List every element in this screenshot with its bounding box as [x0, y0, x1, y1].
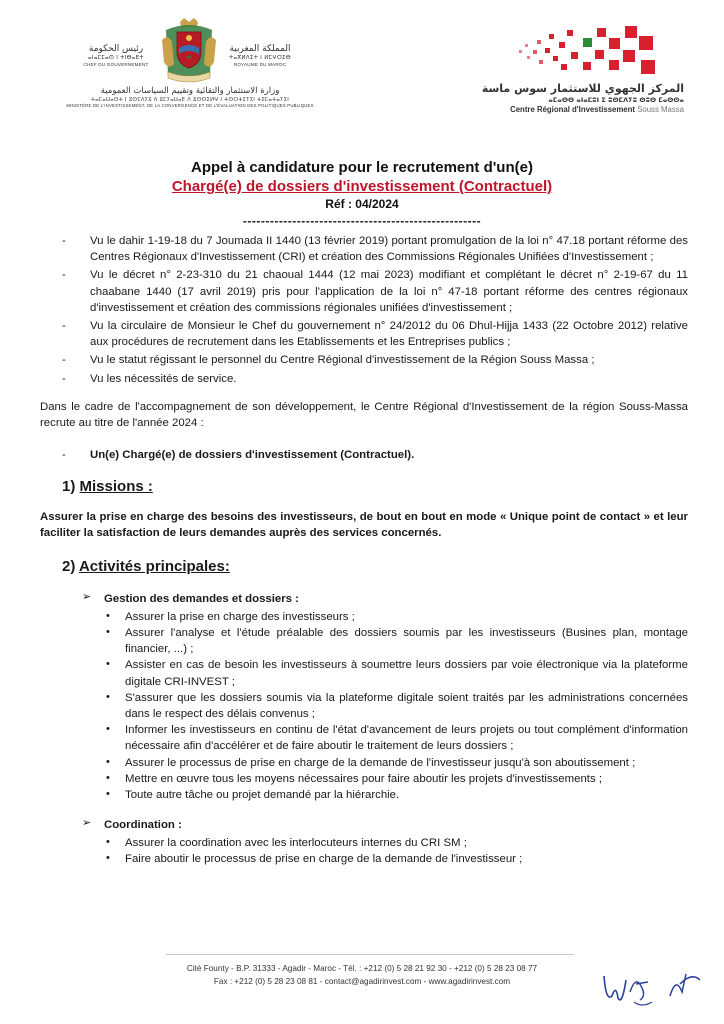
bullet-dot-icon: •: [106, 609, 110, 622]
consideration-text: Vu le statut régissant le personnel du Centre Régional d'investissement de la Région Souss Massa ;: [90, 354, 595, 367]
list-item-text: Assister en cas de besoin les investisseurs à soumettre leurs dossiers par voie électronique via la plateforme digitale CRI-INVEST ;: [125, 659, 688, 688]
list-item: [0, 657, 724, 689]
list-item-text: Assurer l'analyse et l'étude préalable des dossiers soumis par les investisseurs (Busines plan, montage financier, ...) ;: [125, 627, 688, 656]
list-item: [0, 787, 724, 803]
list-item-text: Toute autre tâche ou projet demandé par la hiérarchie.: [125, 788, 400, 801]
list-item-text: Assurer la coordination avec les interlocuteurs internes du CRI SM ;: [125, 837, 467, 850]
list-item: [0, 690, 724, 722]
coordination-list: [0, 835, 724, 867]
list-item: [0, 835, 724, 851]
gestion-list: [0, 609, 724, 803]
gov-tifinagh: ⴰⵏⴰⵎⵎⴰⵙ ⵏ ⵜⵏⴱⴰⴹⵜ: [88, 55, 144, 62]
ministry-french: MINISTÈRE DE L'INVESTISSEMENT, DE LA CONVERGENCE ET DE L'ÉVALUATION DES POLITIQUES PUBLIQUES: [66, 103, 314, 109]
considerations-list: [0, 233, 724, 387]
subsection-title: Gestion des demandes et dossiers :: [104, 592, 299, 605]
bullet-dot-icon: •: [106, 836, 110, 849]
missions-number: 1): [62, 478, 76, 496]
header-left-gov: [72, 44, 160, 68]
dash-marker: -: [62, 372, 66, 385]
activities-heading: [62, 557, 724, 577]
cri-french: [470, 105, 684, 115]
missions-heading: [62, 477, 724, 497]
ministry-block: [50, 86, 330, 108]
position-text: Un(e) Chargé(e) de dossiers d'investissement (Contractuel).: [90, 449, 415, 462]
gov-arabic: رئيس الحكومة: [88, 44, 144, 54]
consideration-text: Vu les nécessités de service.: [90, 372, 237, 385]
consideration-text: Vu le décret n° 2-23-310 du 21 chaoual 1444 (12 mai 2023) modifiant et complétant le décret n° 2-19-67 du 11 chaabane 1440 (17 avril 2019) pris pour l'application de la loi n° 47-18 portant réforme des centres régionaux d'investissement et création des commissions régionales unifiées d'investissement ;: [90, 269, 688, 314]
list-item-text: Mettre en œuvre tous les moyens nécessaires pour faire aboutir les projets d'investissements ;: [125, 772, 602, 785]
dash-marker: -: [62, 449, 66, 462]
coat-of-arms-icon: [160, 18, 218, 84]
bullet-dot-icon: •: [106, 787, 110, 800]
bullet-dot-icon: •: [106, 690, 110, 703]
list-item: [0, 771, 724, 787]
dash-marker: -: [62, 354, 66, 367]
list-item: [0, 625, 724, 657]
list-item: [0, 851, 724, 867]
title-line1: Appel à candidature pour le recrutement d'un(e): [191, 159, 533, 176]
ministry-arabic: وزارة الاستثمار والتقائية وتقييم السياسات العمومية: [100, 86, 280, 96]
list-item-text: Faire aboutir le processus de prise en charge de la demande de l'investisseur ;: [125, 853, 523, 866]
consideration-item: [0, 371, 724, 387]
cri-logo-icon: [513, 22, 663, 82]
list-item-text: Informer les investisseurs en continu de l'état d'avancement de leurs projets ou tout complément d'information nécessaire afin d'accélérer et de faire aboutir le traitement de leurs dossiers ;: [125, 724, 688, 753]
cri-french-main: Centre Régional d'Investissement: [510, 104, 636, 114]
kingdom-arabic: المملكة المغربية: [229, 44, 291, 54]
footer-contact: Fax : +212 (0) 5 28 23 08 81 - contact@agadirinvest.com - www.agadirinvest.com: [213, 976, 511, 986]
list-item-text: Assurer le processus de prise en charge de la demande de l'investisseur jusqu'à son aboutissement ;: [125, 756, 636, 769]
bullet-dot-icon: •: [106, 755, 110, 768]
arrow-bullet-icon: ➢: [82, 817, 92, 830]
activities-number: 2): [62, 558, 76, 576]
intro-paragraph: Dans le cadre de l'accompagnement de son développement, le Centre Régional d'Investissement de la région Souss-Massa recrute au titre de l'année 2024 :: [40, 400, 688, 429]
list-item: [0, 755, 724, 771]
cri-french-region: Souss Massa: [637, 104, 684, 114]
subsection-coordination-title: [82, 817, 724, 833]
title-separator: -----------------------------------------------------: [242, 213, 482, 228]
gov-french: CHEF DU GOUVERNEMENT: [83, 62, 149, 68]
footer-address: Cité Founty - B.P. 31333 - Agadir - Maroc - Tél. : +212 (0) 5 28 21 92 30 - +212 (0) 5 28 23 08 77: [186, 964, 538, 973]
bullet-dot-icon: •: [106, 852, 110, 865]
cri-arabic: المركز الجهوي للاستثمار سوس ماسة: [481, 82, 684, 95]
list-item: [0, 609, 724, 625]
kingdom-tifinagh: ⵜⴰⴳⵍⴷⵉⵜ ⵏ ⵍⵎⵖⵔⵉⴱ: [229, 55, 291, 62]
bullet-dot-icon: •: [106, 723, 110, 736]
footer-divider: [166, 954, 574, 955]
kingdom-french: ROYAUME DU MAROC: [233, 62, 287, 68]
consideration-text: Vu la circulaire de Monsieur le Chef du gouvernement n° 24/2012 du 06 Dhul-Hijja 1433 (22 Octobre 2012) relative aux procédures de recrutement dans les Etablissements et les Entreprises publics ;: [90, 319, 688, 349]
consideration-item: [0, 267, 724, 316]
title-block: [0, 158, 724, 230]
header-right-kingdom: [220, 44, 300, 68]
dash-marker: -: [62, 235, 66, 247]
list-item: [0, 722, 724, 754]
consideration-text: Vu le dahir 1-19-18 du 7 Joumada II 1440 (13 février 2019) portant promulgation de la loi n° 47.18 portant réforme des Centres Régionaux d'Investissement (CRI) et création des Commissions Régionales Unifiées d'Investissement ;: [90, 235, 688, 264]
signature-initials-icon: [596, 962, 708, 1014]
consideration-item: [0, 318, 724, 350]
dash-marker: -: [62, 269, 66, 282]
dash-marker: -: [62, 319, 66, 332]
subsection-gestion-title: [82, 590, 724, 607]
cri-name-block: [470, 82, 684, 115]
activities-label: Activités principales:: [78, 558, 230, 576]
title-job: Chargé(e) de dossiers d'investissement (Contractuel): [171, 178, 553, 196]
subsection-title: Coordination :: [104, 819, 182, 832]
consideration-item: [0, 352, 724, 368]
arrow-bullet-icon: ➢: [82, 590, 92, 603]
consideration-item: [0, 233, 724, 265]
ministry-tifinagh: ⵜⴰⵎⴰⵡⴰⵙⵜ ⵏ ⵓⵙⵎⴷⵢⵓ ⴷ ⵓⵎⵢⴰⵡⴰⴹ ⴷ ⵓⵙⵙⵉⵍⵖ ⵏ ⵜⵙⵔⵜⵉⵢⵉⵏ ⵜⵉⵎⴰⵜⴰⵢⵉⵏ: [90, 96, 290, 103]
title-ref: Réf : 04/2024: [325, 197, 399, 212]
cri-tifinagh: ⴰⵎⴰⵙⵙ ⴰⵏⴰⵎⵓⵏ ⵉ ⵓⵙⵎⴷⵢⵓ ⵙⵓⵙ ⵎⴰⵙⵙⴰ: [548, 96, 684, 105]
document-body: [0, 233, 724, 868]
bullet-dot-icon: •: [106, 658, 110, 671]
bullet-dot-icon: •: [106, 626, 110, 638]
list-item-text: Assurer la prise en charge des investisseurs ;: [125, 610, 355, 623]
missions-label: Missions :: [79, 478, 153, 496]
list-item-text: S'assurer que les dossiers soumis via la plateforme digitale soient traités par les administrations concernées dans le respect des délais convenus ;: [125, 691, 688, 720]
bullet-dot-icon: •: [106, 771, 110, 784]
position-line: [0, 447, 724, 463]
missions-text: Assurer la prise en charge des besoins des investisseurs, de bout en bout en mode « Unique point de contact » et leur faciliter la satisfaction de leurs demandes auprès des services concernés.: [40, 510, 688, 539]
